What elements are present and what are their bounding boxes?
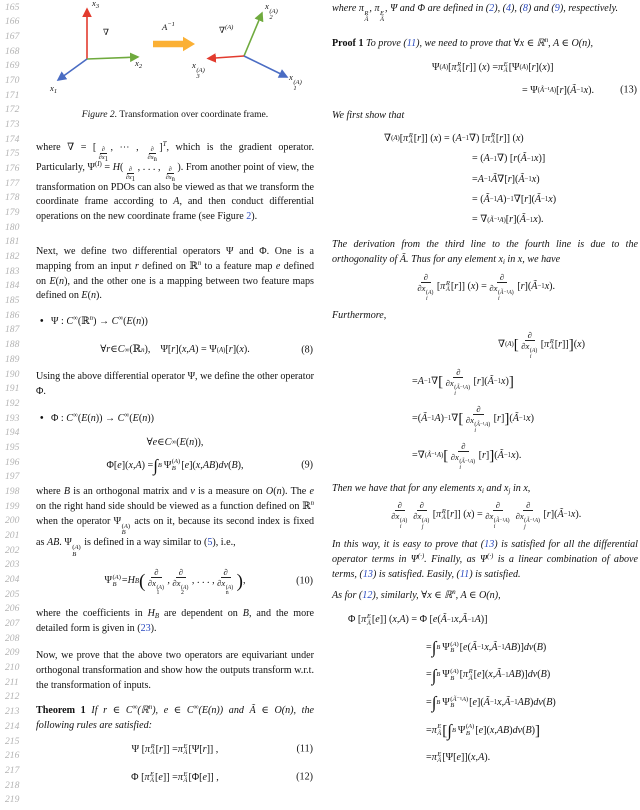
line-number: 216 <box>5 750 20 762</box>
equation-line: ∇ (A) [ ∂ ∂x (A) i [ π R Ã [ r ]] ] ( x ) <box>498 330 585 360</box>
x2-axis <box>87 57 138 59</box>
line-number: 165 <box>5 1 20 13</box>
line-number: 211 <box>5 676 19 688</box>
line-number: 168 <box>5 45 20 57</box>
bullet-psi: • Ψ : C∞(ℝ$^n$) → C∞(E(n)) <box>51 315 314 330</box>
line-number: 179 <box>5 207 20 219</box>
line-number: 187 <box>5 324 20 336</box>
figure-label-x2: $x_2$ <box>135 58 143 70</box>
line-number: 172 <box>5 104 20 116</box>
line-number: 202 <box>5 544 20 556</box>
line-number: 194 <box>5 427 20 439</box>
line-number: 205 <box>5 588 20 600</box>
figure-label-nabla-a: ∇$^{(A)}$ <box>219 24 234 35</box>
para-using: Using the above differential operator Ψ, we define the other operator Φ. <box>36 370 314 397</box>
figure-label-x3: $x_3$ <box>92 0 100 10</box>
figure-label-x1: $x_1$ <box>50 83 58 95</box>
line-number: 188 <box>5 339 20 351</box>
equation-line: = π E Ã [ ∫ B Ψ (A) B [ e ]( x , AB ) dν ( B ) ] <box>426 720 541 740</box>
partial-derivative-eq: ∂ ∂x (A) i [ π R Ã [ r ]] ( x ) = ∂ ∂x (Ã⁻¹A) i [ r ]( Ã −1 x ). <box>417 272 556 302</box>
line-number: 217 <box>5 764 20 776</box>
figure-label-x1a: x (A) 1 <box>289 72 302 93</box>
line-number: 212 <box>5 691 20 703</box>
line-number: 190 <box>5 368 20 380</box>
proof-as-for: As for (12), similarly, ∀x ∈ ℝ$^n$, A ∈ O(n), <box>332 589 501 602</box>
line-number: 191 <box>5 383 20 395</box>
equation-13 <box>332 56 638 102</box>
line-number: 166 <box>5 16 20 28</box>
proof-1: Proof 1 To prove (11), we need to prove that ∀x ∈ ℝ$^n$, A ∈ O(n), <box>332 36 594 49</box>
line-number: 209 <box>5 647 20 659</box>
proof-then: Then we have that for any elements $x_i$ and $x_j$ in x, <box>332 482 531 495</box>
equation-line: = ∫ B Ψ (A) B [ π R Ã [ e ]( x , Ã −1 AB )] dν ( B ) <box>426 665 551 685</box>
ref-link[interactable]: 8 <box>522 3 528 14</box>
equation-number: (12) <box>296 771 313 783</box>
line-number: 170 <box>5 74 20 86</box>
line-number: 167 <box>5 30 20 42</box>
second-partial-eq: ∂ ∂x (A) i ∂ ∂x (A) j [ π R Ã [ r ]] ( x ) = ∂ ∂x (Ã⁻¹A) i ∂ ∂x (Ã⁻¹A) j [ r ]( Ã −1 x ). <box>391 500 582 530</box>
line-number: 175 <box>5 148 20 160</box>
ref-link[interactable]: 5 <box>207 537 213 549</box>
x3a-axis <box>208 56 244 59</box>
nabla-partial-derivation <box>332 327 638 475</box>
proof-in-this-way: In this way, it is easy to prove that (13) is satisfied for all the differential operator terms in Ψ(·). Finally, as Ψ(·) is a linear combination of above terms, (13) is satisfied. Easily, (11) is satisfied. <box>332 539 638 580</box>
line-number: 218 <box>5 779 20 791</box>
x2a-axis <box>244 13 262 56</box>
right-column <box>332 2 638 772</box>
equation-number: (10) <box>296 575 313 587</box>
figure-label-x2a: x (A) 2 <box>265 1 278 22</box>
ref-link[interactable]: 2 <box>246 210 252 222</box>
para-orthogonal: where B is an orthogonal matrix and ν is a measure on O(n). The e on the right hand side should be viewed as a function defined on ℝ$^n$ when the operator Ψ (A) B acts on it, because its second index is fixed as AB. Ψ (A) B is defined in a way similar to (5), i.e., <box>36 486 314 558</box>
para-prove: Now, we prove that the above two operators are equivariant under orthogonal transformation and show how the outputs transform w.r.t. the transformation of inputs. <box>36 650 314 691</box>
equation-line: ∇ (A) [ π R Ã [ r ]] ( x ) = ( A −1 ∇) [ π R Ã [ r ]] ( x ) <box>384 131 524 146</box>
ref-link[interactable]: 11 <box>406 37 417 49</box>
figure-2 <box>36 0 314 100</box>
para-coefficients: where the coefficients in $H_B$ are dependent on B, and the more detailed form is given in (23). <box>36 608 314 634</box>
equation-line: = ∇ (Ã⁻¹A) [ r ]( Ã −1 x ). <box>472 214 544 226</box>
line-number: 169 <box>5 60 20 72</box>
line-number: 213 <box>5 706 20 718</box>
line-number: 181 <box>5 236 20 248</box>
line-number: 204 <box>5 574 20 586</box>
ref-link[interactable]: 23 <box>140 622 151 634</box>
line-number: 184 <box>5 280 20 292</box>
ref-link[interactable]: 9 <box>554 3 560 14</box>
equation-line: Ψ (A) [ π R Ã [ r ]] ( x ) = π E Ã [Ψ (A) [ r ]( x )] <box>432 60 554 74</box>
equation-line: = ( Ã −1 A ) −1 ∇[ r ]( Ã −1 x ) <box>472 194 557 206</box>
ref-link[interactable]: 11 <box>459 568 470 580</box>
line-number: 176 <box>5 162 20 174</box>
equation-12: Φ [ π E Ã [ e ]] = π E Ã [Φ[ e ]] , (12) <box>131 770 313 785</box>
line-number: 171 <box>5 89 20 101</box>
line-number: 197 <box>5 471 20 483</box>
para-gradient: where ∇ = [ ∂ $\partial x_1$ , ⋯ , ∂ $\partial x_n$ ]$^T$, which is the gradient operator. Particularly, $\Psi^{(I)} = H$( ∂ $\partial x_1$ , . . . , ∂ $\partial x_n$ ). From another point of view, the transformation on PDOs can also be viewed as that we transform the coordinate frame according to A, and then conduct differential operations on the new coordinate frame (see Figure 2). <box>36 140 314 222</box>
line-number: 195 <box>5 441 20 453</box>
bullet-phi: • Φ : C∞(E(n)) → C∞(E(n)) <box>51 412 314 427</box>
theorem-1-continued: where π R Ã , π E Ã , Ψ and Φ are defined in (2), (4), (8) and (9), respectively. <box>332 3 619 24</box>
line-number: 186 <box>5 309 20 321</box>
line-number: 177 <box>5 177 20 189</box>
equation-9-qualifier: ∀ e ∈ C ∞ ( E ( n )), <box>146 436 204 448</box>
transform-arrow <box>153 37 195 51</box>
x1a-axis <box>244 56 287 77</box>
line-number-gutter <box>0 0 34 810</box>
line-number: 178 <box>5 192 20 204</box>
nabla-derivation <box>332 129 638 231</box>
line-number: 196 <box>5 456 20 468</box>
proof-we-first: We first show that <box>332 110 405 122</box>
equation-line: = ∫ B Ψ (A) B [ e ( Ã −1 x , Ã −1 AB )] dν ( B ) <box>426 638 547 658</box>
line-number: 192 <box>5 397 20 409</box>
ref-link[interactable]: 13 <box>362 568 373 580</box>
equation-line: =∇ (Ã⁻¹A) [ ∂ ∂x (Ã⁻¹A) i [ r ] ] ( Ã −1 x ). <box>412 441 522 471</box>
phi-derivation <box>332 607 638 773</box>
line-number: 183 <box>5 265 20 277</box>
line-number: 199 <box>5 500 20 512</box>
left-blocks <box>36 108 314 787</box>
line-number: 180 <box>5 221 20 233</box>
line-number: 214 <box>5 720 20 732</box>
line-number: 193 <box>5 412 20 424</box>
equation-line: =( Ã −1 A ) −1 ∇ [ ∂ ∂x (Ã⁻¹A) i [ r ] ] ( Ã −1 x ) <box>412 404 534 434</box>
equation-number: (8) <box>301 344 313 356</box>
equation-line: = ∫ B Ψ (Ã⁻¹A) B [ e ]( Ã −1 x , Ã −1 AB ) dν ( B ) <box>426 693 556 713</box>
equation-number: (9) <box>301 459 313 471</box>
line-number: 200 <box>5 515 20 527</box>
equation-line: = π E Ã [Ψ[ e ]]( x , A ). <box>426 751 491 765</box>
line-number: 207 <box>5 618 20 630</box>
figure-label-nabla: ∇ <box>103 27 110 37</box>
line-number: 185 <box>5 295 20 307</box>
line-number: 189 <box>5 353 20 365</box>
figure-label-x3a: x (A) 3 <box>192 60 205 81</box>
ref-link[interactable]: 13 <box>484 539 495 551</box>
left-column <box>36 0 314 787</box>
figure-caption: Figure 2. Transformation over coordinate frame. <box>81 109 269 120</box>
line-number: 182 <box>5 251 20 263</box>
equation-number: (11) <box>296 743 313 755</box>
equation-10: Ψ (A) B = H B ( ∂ ∂x (A) 1 , ∂ ∂x (A) 2 , . . . , ∂ ∂x (A) n ) , (10) <box>104 566 313 597</box>
ref-link[interactable]: 4 <box>506 3 512 14</box>
equation-line: = ( A −1 ∇) [ r ( Ã −1 x )] <box>472 153 546 165</box>
equation-9: Φ[ e ]( x , A ) = ∫ B Ψ (A) B [ e ]( x , AB ) dν ( B ), (9) <box>106 455 313 475</box>
ref-link[interactable]: 2 <box>489 3 495 14</box>
x1-axis <box>58 59 87 80</box>
para-operators: Next, we define two differential operators Ψ and Φ. One is a mapping from an input r defined on ℝ$^n$ to a feature map e defined on E(n), and the other one is a mapping between two feature maps defined on E(n). <box>36 246 314 302</box>
equation-line: Φ [ π E Ã [ e ]] ( x , A ) = Φ [ e ( Ã −1 x , Ã −1 A )] <box>348 613 488 627</box>
line-number: 198 <box>5 485 20 497</box>
line-number: 208 <box>5 632 20 644</box>
line-number: 206 <box>5 603 20 615</box>
equation-number: (13) <box>620 84 637 96</box>
figure-label-a-inverse: $A^{-1}$ <box>162 21 175 32</box>
proof-derivation-note: The derivation from the third line to the fourth line is due to the orthogonality of Ã. Thus for any element $x_i$ in x, we have <box>332 238 638 266</box>
line-number: 215 <box>5 735 20 747</box>
line-number: 201 <box>5 529 20 541</box>
line-number: 173 <box>5 118 20 130</box>
equation-line: = A −1 Ã ∇[ r ]( Ã −1 x ) <box>472 173 540 185</box>
line-number: 203 <box>5 559 20 571</box>
ref-link[interactable]: 12 <box>362 590 373 602</box>
theorem-1: Theorem 1 If r ∈ C∞(ℝ$^n$), e ∈ C∞(E(n)) and Ã ∈ O(n), the following rules are satisfied: <box>36 704 314 731</box>
equation-line: = Ψ (Ã⁻¹A) [ r ]( Ã −1 x ). (13) <box>522 79 638 102</box>
line-number: 210 <box>5 662 20 674</box>
equation-11: Ψ [ π R Ã [ r ]] = π E Ã [Ψ[ r ]] , (11) <box>131 742 313 757</box>
equation-8: ∀ r ∈ C ∞ (ℝ n ), Ψ[ r ]( x , A ) = Ψ (A) [ r ]( x ). (8) <box>36 343 314 358</box>
equation-line: = A −1 ∇ [ ∂ ∂x (Ã⁻¹A) i [ r ]( Ã −1 x ) ] <box>412 367 514 397</box>
line-number: 219 <box>5 794 20 806</box>
line-number: 174 <box>5 133 20 145</box>
proof-furthermore: Furthermore, <box>332 310 387 322</box>
right-blocks <box>332 2 638 772</box>
